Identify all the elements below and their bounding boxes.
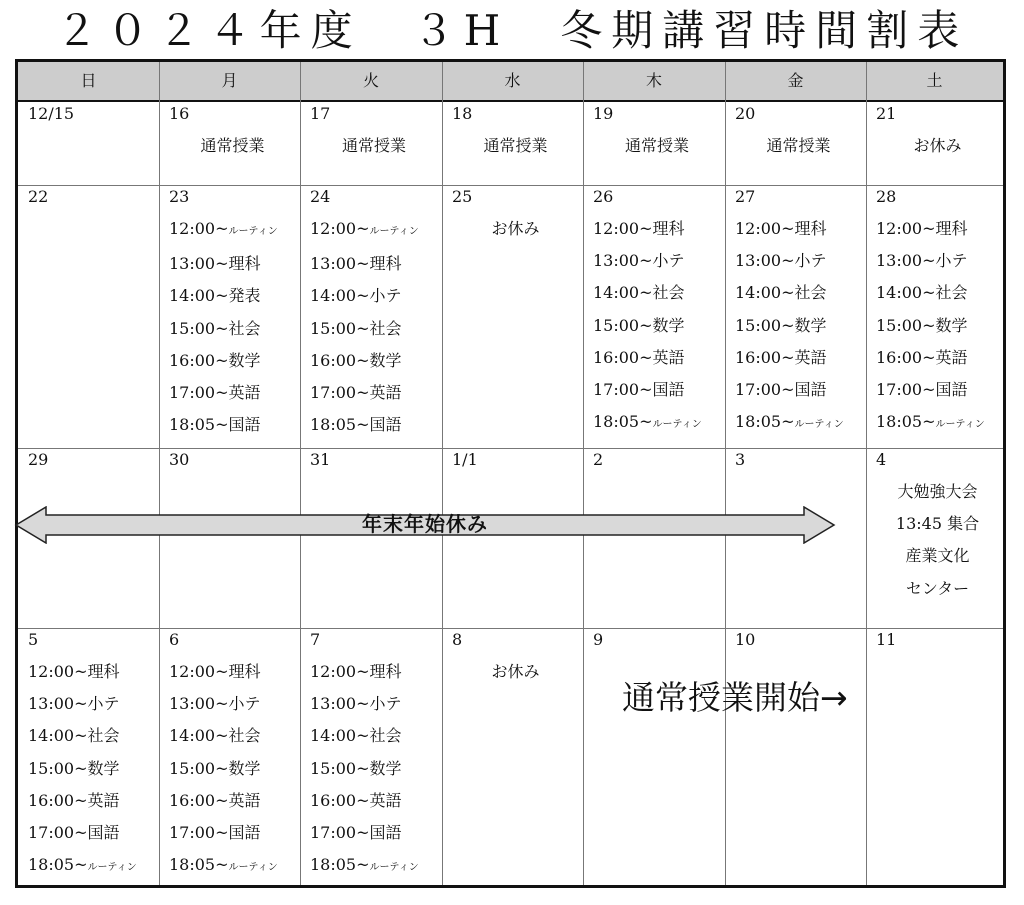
schedule-entry: 14:00~社会 [876,283,968,303]
weekday-header-thu: 木 [645,71,662,90]
schedule-entry: 13:45 集合 [895,514,980,534]
schedule-entry: 17:00~国語 [876,380,968,400]
day-number: 21 [876,104,897,123]
schedule-entry: 16:00~英語 [28,790,120,810]
day-cell-tue [300,628,442,885]
schedule-entry: 16:00~英語 [169,790,261,810]
day-cell-mon [159,628,300,885]
day-number: 19 [593,104,614,123]
schedule-entry: 14:00~小テ [310,286,402,306]
schedule-entry: 14:00~社会 [310,726,402,746]
day-number: 26 [593,187,614,206]
day-cell-mon [159,102,300,185]
day-cell-thu [583,185,725,448]
schedule-entry: 16:00~数学 [310,350,402,370]
classes-start-note: 通常授業開始→ [622,678,848,717]
day-number: 24 [310,187,331,206]
schedule-entry: 17:00~国語 [28,823,120,843]
day-number: 25 [452,187,473,206]
schedule-entry: 16:00~英語 [735,347,827,367]
schedule-entry: 17:00~国語 [310,823,402,843]
day-cell-sat [866,448,1003,628]
schedule-entry: 15:00~社会 [169,318,261,338]
schedule-entry: 12:00~理科 [169,662,261,681]
day-number: 8 [452,630,463,649]
schedule-entry: お休み [913,136,962,155]
day-number: 27 [735,187,756,206]
schedule-entry: 16:00~英語 [593,347,685,367]
weekday-header-fri: 金 [787,71,804,90]
schedule-entry: 18:05~国語 [169,415,261,435]
schedule-entry: 13:00~理科 [310,254,402,274]
day-cell-sun [18,102,159,185]
schedule-entry: 15:00~数学 [310,758,402,778]
schedule-entry: 12:00~理科 [876,219,968,238]
day-number: 9 [593,630,604,649]
weekday-header-sun: 日 [80,71,97,90]
schedule-entry: 12:00~理科 [735,219,827,238]
schedule-entry: 14:00~社会 [169,726,261,746]
day-cell-tue [300,102,442,185]
day-cell-thu [583,628,725,885]
schedule-entry: 15:00~数学 [593,315,685,335]
schedule-entry: 16:00~英語 [310,790,402,810]
schedule-entry: 通常授業 [483,136,548,155]
day-number: 29 [28,450,49,469]
day-number: 3 [735,450,746,469]
calendar-table [15,59,1006,888]
day-number: 31 [310,450,331,469]
schedule-entry: 16:00~数学 [169,350,261,370]
weekday-header-tue: 火 [362,71,379,90]
day-number: 1/1 [452,450,478,469]
day-cell-fri [725,102,866,185]
day-cell-sun [18,185,159,448]
day-number: 16 [169,104,190,123]
holiday-banner-label: 年末年始休み [362,512,488,536]
schedule-entry: 大勉強大会 [897,482,978,501]
day-number: 22 [28,187,49,206]
day-number: 20 [735,104,756,123]
day-number: 18 [452,104,473,123]
schedule-entry: 14:00~社会 [28,726,120,746]
schedule-entry: 12:00~ルーティン [169,219,278,238]
day-cell-mon [159,185,300,448]
schedule-entry: 12:00~理科 [593,219,685,238]
schedule-entry: 14:00~社会 [735,283,827,303]
schedule-entry: お休み [491,662,540,681]
day-number: 23 [169,187,190,206]
day-number: 10 [735,630,756,649]
schedule-entry: 17:00~英語 [310,383,402,403]
weekday-header-sat: 土 [926,71,943,90]
schedule-entry: 通常授業 [341,136,406,155]
schedule-entry: 17:00~国語 [593,380,685,400]
day-number: 28 [876,187,897,206]
schedule-entry: 18:05~ルーティン [876,412,985,432]
day-number: 12/15 [28,104,75,123]
day-cell-sat [866,628,1003,885]
page-title: ２０２４年度 ３H 冬期講習時間割表 [55,6,969,55]
day-number: 6 [169,630,180,649]
schedule-entry: 14:00~発表 [169,286,261,306]
day-cell-sat [866,185,1003,448]
schedule-entry: 12:00~理科 [310,662,402,681]
schedule-entry: 17:00~英語 [169,383,261,403]
day-cell-fri [725,628,866,885]
day-cell-sun [18,628,159,885]
schedule-entry: 13:00~理科 [169,254,261,274]
day-number: 2 [593,450,604,469]
schedule-entry: 18:05~ルーティン [310,855,419,875]
day-cell-wed [442,185,583,448]
schedule-entry: 通常授業 [766,136,831,155]
schedule-entry: 18:05~ルーティン [28,855,137,875]
schedule-entry: 15:00~数学 [876,315,968,335]
schedule-entry: 18:05~ルーティン [169,855,278,875]
schedule-entry: 13:00~小テ [310,694,402,714]
schedule-entry: 17:00~国語 [735,380,827,400]
schedule-entry: お休み [491,219,540,238]
day-number: 5 [28,630,39,649]
schedule-entry: 13:00~小テ [876,251,968,271]
schedule-entry: 13:00~小テ [593,251,685,271]
schedule-entry: 18:05~国語 [310,415,402,435]
schedule-entry: 15:00~数学 [28,758,120,778]
day-number: 30 [169,450,190,469]
schedule-entry: 13:00~小テ [28,694,120,714]
weekday-header-mon: 月 [221,71,238,90]
day-number: 4 [876,450,887,469]
day-cell-wed [442,102,583,185]
day-cell-wed [442,628,583,885]
day-number: 7 [310,630,321,649]
schedule-entry: 産業文化 [905,546,970,566]
schedule-entry: 17:00~国語 [169,823,261,843]
day-cell-tue [300,185,442,448]
schedule-entry: 18:05~ルーティン [735,412,844,432]
weekday-header-row [18,62,1003,102]
schedule-entry: 通常授業 [200,136,265,155]
day-cell-thu [583,102,725,185]
day-number: 11 [876,630,897,649]
day-number: 17 [310,104,331,123]
schedule-entry: 12:00~ルーティン [310,219,419,238]
schedule-entry: 16:00~英語 [876,347,968,367]
schedule-entry: 15:00~数学 [169,758,261,778]
schedule-entry: 15:00~社会 [310,318,402,338]
schedule-entry: 14:00~社会 [593,283,685,303]
schedule-entry: センター [905,578,970,598]
schedule-entry: 15:00~数学 [735,315,827,335]
schedule-entry: 18:05~ルーティン [593,412,702,432]
schedule-entry: 13:00~小テ [169,694,261,714]
day-cell-sat [866,102,1003,185]
weekday-header-wed: 水 [504,71,521,90]
schedule-entry: 通常授業 [624,136,689,155]
schedule-entry: 13:00~小テ [735,251,827,271]
day-cell-fri [725,185,866,448]
schedule-entry: 12:00~理科 [28,662,120,681]
